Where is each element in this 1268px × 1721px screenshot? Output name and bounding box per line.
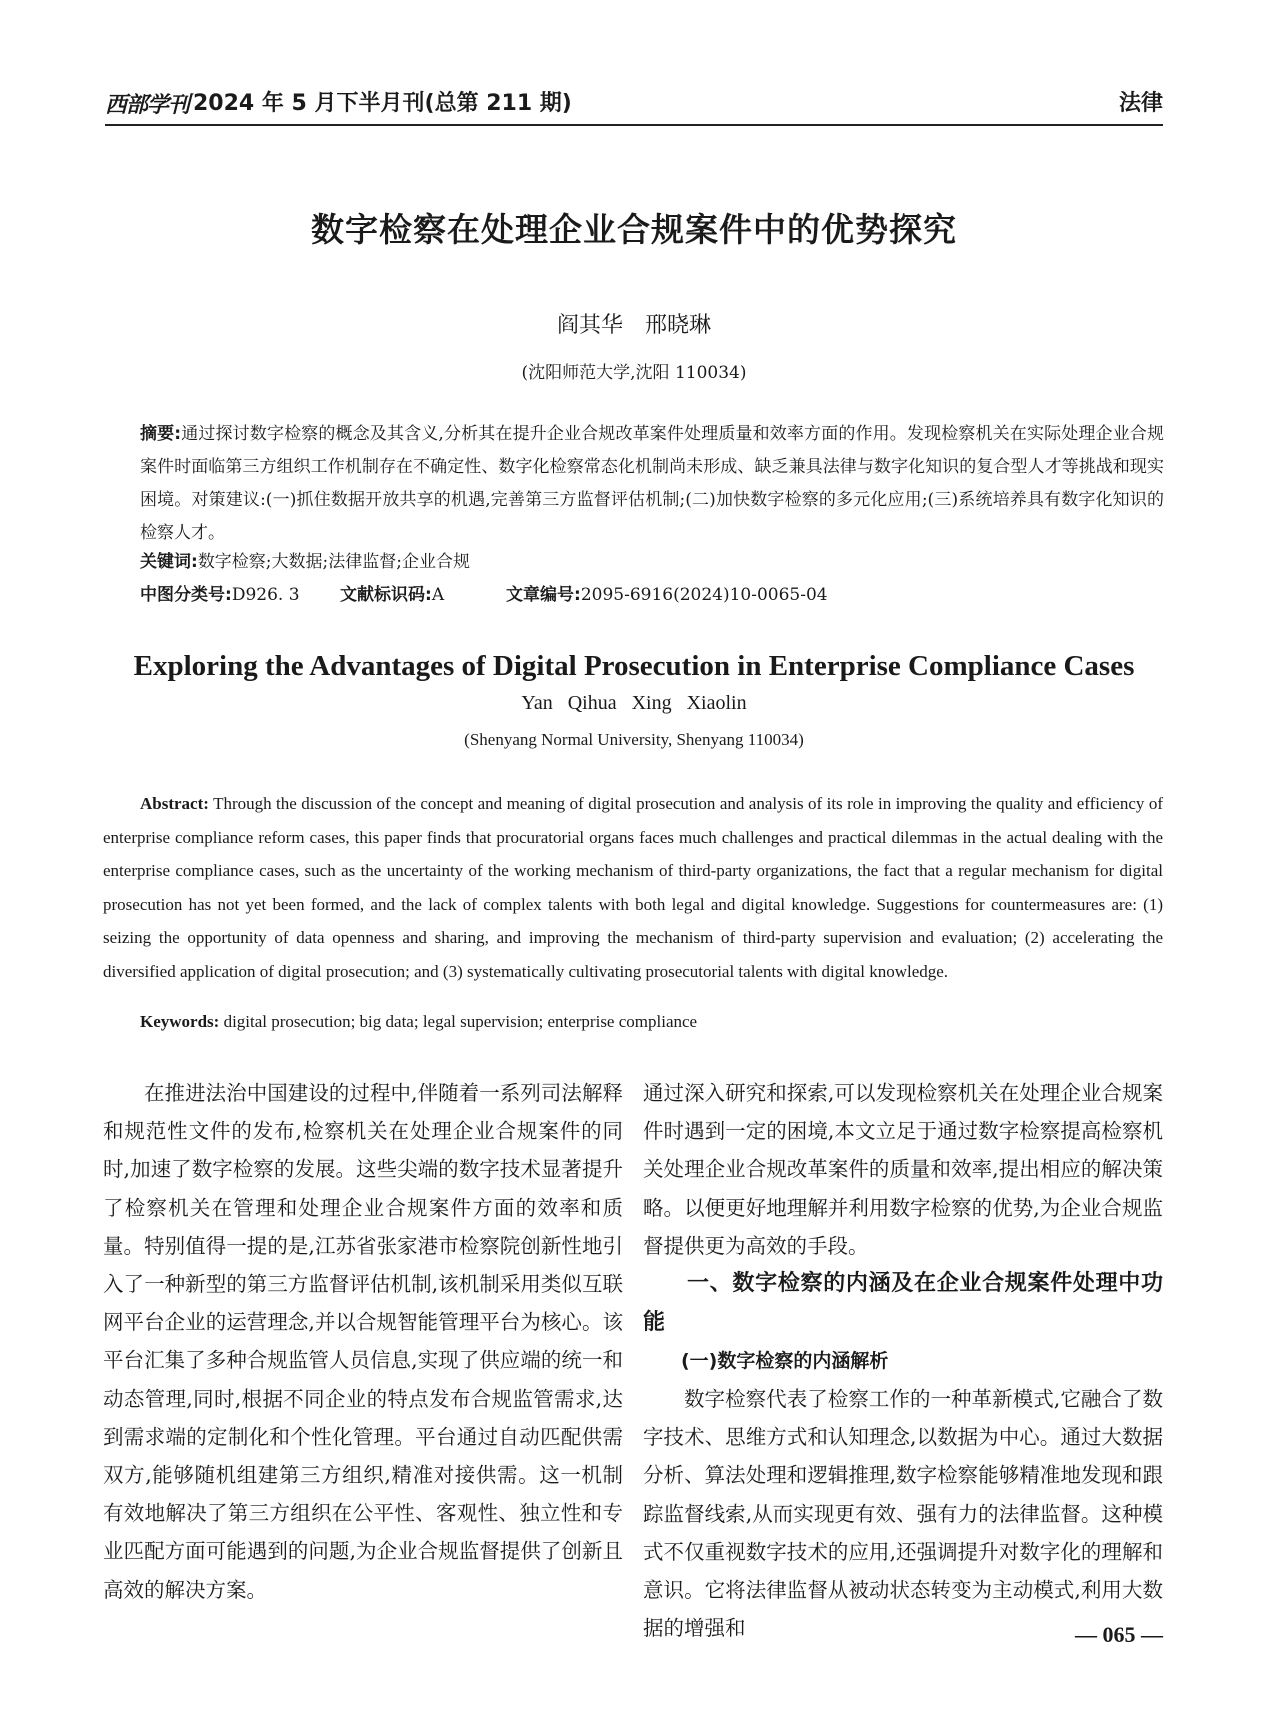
- keywords-text-cn: 数字检察;大数据;法律监督;企业合规: [197, 552, 470, 572]
- abstract-text-en: Through the discussion of the concept and meaning of digital prosecution and analysis of its role in improving the quality and efficiency of enterprise compliance reform cases, this paper finds that procuratorial organs faces much challenges and practical dilemmas in the actual dealing with the enterprise compliance cases, such as the uncertainty of the working mechanism of third-party organizations, the fact that a regular mechanism for digital prosecution has not yet been formed, and the lack of complex talents with both legal and digital knowledge. Suggestions for countermeasures are: (1) seizing the opportunity of data openness and sharing, and improving the mechanism of third-party supervision and evaluation; (2) accelerating the diversified application of digital prosecution; and (3) systematically cultivating prosecutorial talents with digital knowledge.: [103, 794, 1163, 981]
- body-column-right: [643, 1074, 1163, 1647]
- header-rule: [105, 124, 1163, 126]
- classification-line: [140, 580, 1164, 608]
- english-abstract: [103, 787, 1163, 988]
- page-number: — 065 —: [1075, 1622, 1163, 1647]
- english-affiliation: (Shenyang Normal University, Shenyang 110034): [464, 730, 804, 749]
- chinese-title: 数字检察在处理企业合规案件中的优势探究: [311, 210, 957, 249]
- chinese-authors: 阎其华 邢晓琳: [556, 313, 711, 338]
- english-keywords: [140, 1012, 697, 1032]
- chinese-affiliation: (沈阳师范大学,沈阳 110034): [521, 363, 747, 383]
- document-code: 文献标识码:A: [340, 585, 445, 605]
- abstract-label-en: Abstract:: [140, 794, 209, 813]
- english-title: Exploring the Advantages of Digital Prosecution in Enterprise Compliance Cases: [133, 650, 1135, 682]
- article-number: 文章编号:2095-6916(2024)10-0065-04: [506, 585, 828, 605]
- clc-number: 中图分类号:D926. 3: [140, 585, 300, 605]
- abstract-label-cn: 摘要:: [140, 424, 182, 444]
- section-heading: 一、数字检察的内涵及在企业合规案件处理中功能: [643, 1271, 1163, 1335]
- issue-info: 2024 年 5 月下半月刊(总第 211 期): [193, 91, 572, 116]
- body-column-left: [103, 1074, 623, 1609]
- subsection-heading: (一)数字检察的内涵解析: [681, 1350, 889, 1373]
- body-paragraph: 在推进法治中国建设的过程中,伴随着一系列司法解释和规范性文件的发布,检察机关在处理企业合规案件的同时,加速了数字检察的发展。这些尖端的数字技术显著提升了检察机关在管理和处理企业合规案件方面的效率和质量。特别值得一提的是,江苏省张家港市检察院创新性地引入了一种新型的第三方监督评估机制,该机制采用类似互联网平台企业的运营理念,并以合规智能管理平台为核心。该平台汇集了多种合规监管人员信息,实现了供应端的统一和动态管理,同时,根据不同企业的特点发布合规监管需求,达到需求端的定制化和个性化管理。平台通过自动匹配供需双方,能够随机组建第三方组织,精准对接供需。这一机制有效地解决了第三方组织在公平性、客观性、独立性和专业匹配方面可能遇到的问题,为企业合规监督提供了创新且高效的解决方案。: [103, 1081, 623, 1602]
- english-authors: Yan Qihua Xing Xiaolin: [521, 692, 747, 714]
- section-label: 法律: [1118, 91, 1163, 116]
- body-paragraph: 数字检察代表了检察工作的一种革新模式,它融合了数字技术、思维方式和认知理念,以数据为中心。通过大数据分析、算法处理和逻辑推理,数字检察能够精准地发现和跟踪监督线索,从而实现更有效、强有力的法律监督。这种模式不仅重视数字技术的应用,还强调提升对数字化的理解和意识。它将法律监督从被动状态转变为主动模式,利用大数据的增强和: [643, 1387, 1163, 1641]
- running-header: [105, 86, 1163, 120]
- chinese-keywords: [140, 547, 470, 572]
- body-paragraph: 通过深入研究和探索,可以发现检察机关在处理企业合规案件时遇到一定的困境,本文立足于通过数字检察提高检察机关处理企业合规改革案件的质量和效率,提出相应的解决策略。以便更好地理解并利用数字检察的优势,为企业合规监督提供更为高效的手段。: [643, 1081, 1163, 1258]
- keywords-text-en: digital prosecution; big data; legal supervision; enterprise compliance: [223, 1012, 698, 1031]
- abstract-text-cn: 通过探讨数字检察的概念及其含义,分析其在提升企业合规改革案件处理质量和效率方面的作用。发现检察机关在实际处理企业合规案件时面临第三方组织工作机制存在不确定性、数字化检察常态化机制尚未形成、缺乏兼具法律与数字化知识的复合型人才等挑战和现实困境。对策建议:(一)抓住数据开放共享的机遇,完善第三方监督评估机制;(二)加快数字检察的多元化应用;(三)系统培养具有数字化知识的检察人才。: [140, 424, 1164, 543]
- keywords-label-en: Keywords:: [140, 1012, 220, 1031]
- chinese-abstract: [140, 418, 1164, 550]
- journal-logo: 西部学刊: [105, 92, 190, 118]
- keywords-label-cn: 关键词:: [140, 552, 198, 572]
